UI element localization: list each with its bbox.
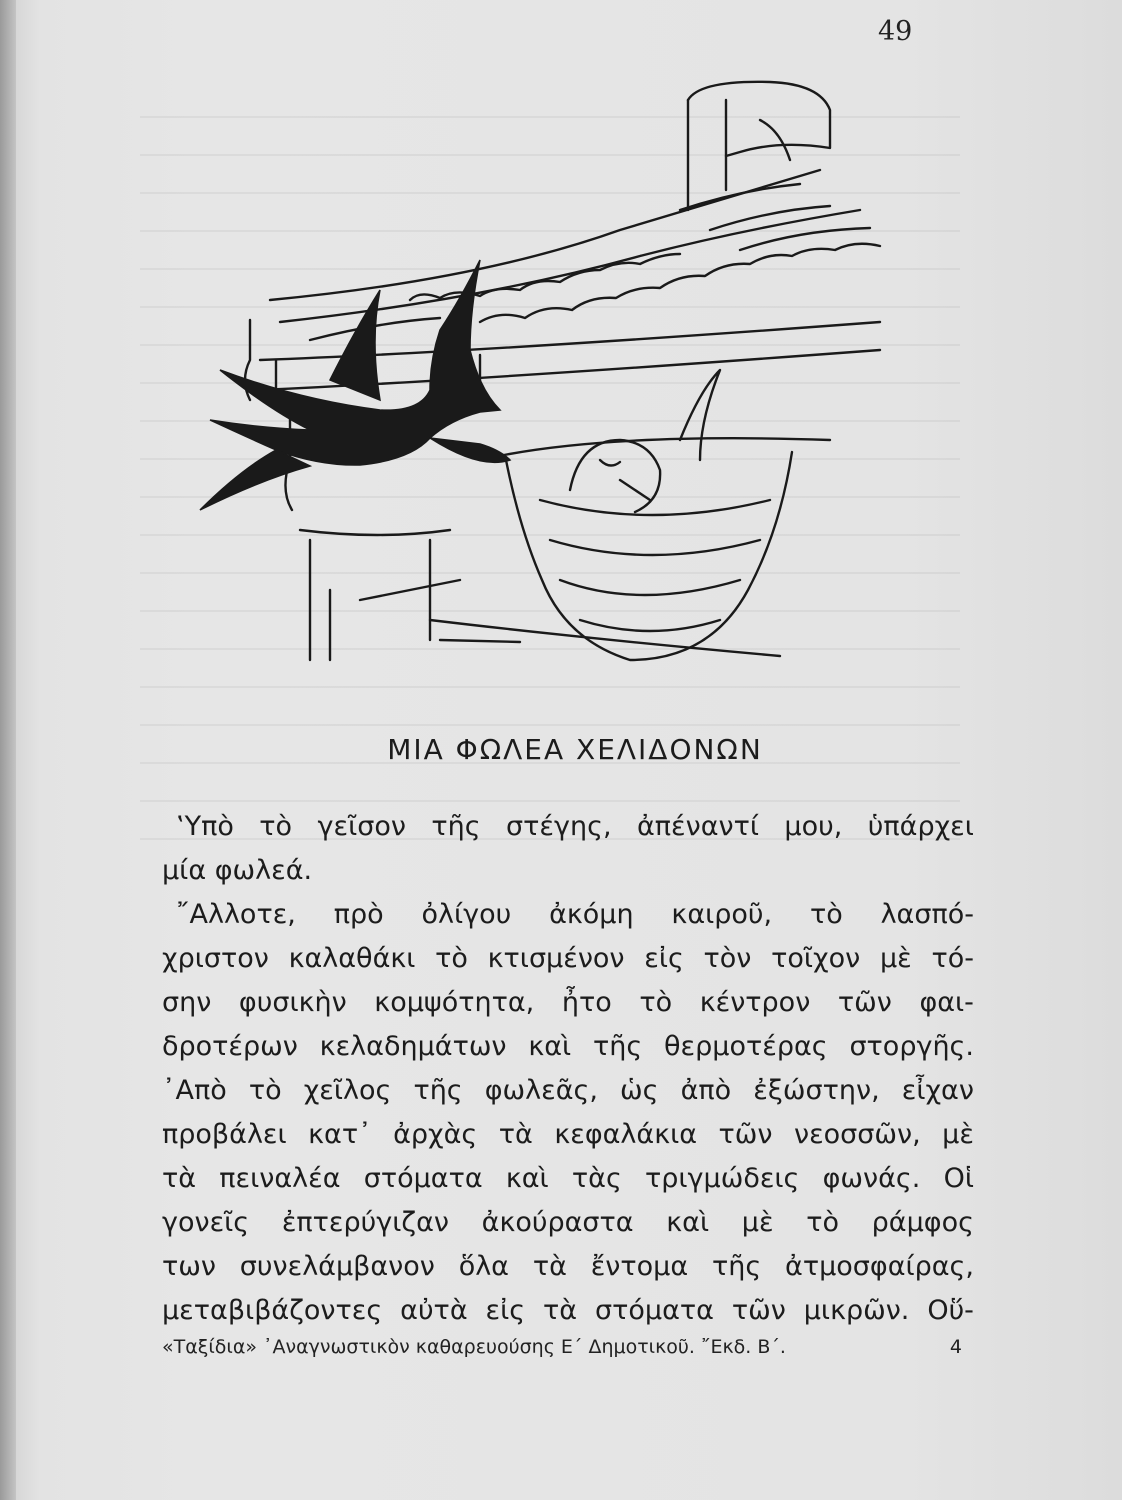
word: εἰς [644,943,684,974]
word: κτισμένον [487,943,625,974]
word: τὸ [259,811,293,842]
word: κεφαλάκια [554,1119,698,1150]
word: τὰ [532,1251,567,1282]
word: καιροῦ, [671,899,773,930]
word: ἦτο [561,987,612,1018]
word: ὀλίγου [421,899,512,930]
word: πρὸ [333,899,384,930]
word: ‛Υπὸ [176,811,234,842]
word: μεταβιβάζοντες [162,1295,383,1326]
word: ἀπέναντί [636,811,759,842]
word: κατ᾿ [308,1119,372,1150]
word: μὲ [942,1119,974,1150]
word: πειναλέα [219,1163,341,1194]
word: ᾿Απὸ [162,1075,227,1106]
word: ἀπὸ [680,1075,732,1106]
word: τὸν [703,943,752,974]
word: στόματα [595,1295,714,1326]
word: χριστον [162,943,269,974]
word: τὰς [571,1163,622,1194]
word: ὅλα [458,1251,509,1282]
word: τὸ [639,987,673,1018]
word: τὸ [435,943,468,974]
word: καλαθάκι [288,943,416,974]
word: τὰ [162,1163,197,1194]
word: προβάλει [162,1119,287,1150]
word: τῆς [431,811,481,842]
word: τὸ [248,1075,282,1106]
word: ὑπάρχει [867,811,974,842]
text-line [162,1069,974,1113]
word: στοργῆς. [849,1031,974,1062]
word: καὶ [528,1031,572,1062]
word: ἐπτερύγιζαν [281,1207,449,1238]
word: τὰ [543,1295,578,1326]
word: αὐτὰ [400,1295,468,1326]
word: τό- [931,943,974,974]
word: τὰ [498,1119,533,1150]
word: τῆς [711,1251,762,1282]
word: στέγης, [506,811,612,842]
text-line [162,805,974,849]
word: ἐξώστην, [753,1075,880,1106]
word: τοῖχον [771,943,861,974]
word: ἀρχὰς [393,1119,478,1150]
word: τῆς [413,1075,463,1106]
word: θερμοτέρας [664,1031,828,1062]
word: τῶν [837,987,892,1018]
page-number: 49 [878,16,913,47]
swallow-nest-illustration [180,60,900,700]
word: γονεῖς [162,1207,250,1238]
word: μὲ [741,1207,774,1238]
word: νεοσσῶν, [793,1119,921,1150]
word: των [162,1251,216,1282]
word: Οἱ [943,1163,974,1194]
word: καὶ [666,1207,710,1238]
word: ἀκόμη [549,899,634,930]
word: δροτέρων [162,1031,298,1062]
word: τὸ [806,1207,839,1238]
word: λασπό- [880,899,974,930]
text-line [162,1201,974,1245]
text-line [162,1025,974,1069]
word: τῶν [731,1295,786,1326]
word: τῶν [718,1119,773,1150]
word: τῆς [593,1031,643,1062]
footer [162,1336,962,1358]
word: στόματα [363,1163,483,1194]
word: ἀκούραστα [481,1207,634,1238]
word: εἰς [485,1295,526,1326]
word: γεῖσον [317,811,406,842]
word: χεῖλος [303,1075,392,1106]
text-line [162,981,974,1025]
word: ὡς [620,1075,659,1106]
word: κέντρον [699,987,811,1018]
word: μικρῶν. [803,1295,910,1326]
word: τὸ [809,899,843,930]
text-line [162,1157,974,1201]
word: Οὕ- [927,1295,974,1326]
word: φωνάς. [822,1163,921,1194]
word: ἀτμοσφαίρας, [785,1251,974,1282]
text-line [162,1289,974,1333]
word: καὶ [505,1163,549,1194]
text-line [162,1245,974,1289]
word: ἔντομα [590,1251,689,1282]
word: φυσικὴν [238,987,347,1018]
text-line: μία φωλεά. [162,855,313,886]
chapter-title: ΜΙΑ ΦΩΛΕΑ ΧΕΛΙΔΟΝΩΝ [387,733,763,766]
text-line [162,937,974,981]
word: συνελάμβανον [239,1251,435,1282]
word: τριγμώδεις [645,1163,800,1194]
body-text [162,805,974,1333]
word: μὲ [879,943,912,974]
footer-signature-number: 4 [949,1336,962,1358]
word: ῎Αλλοτε, [176,899,296,930]
footer-book-info: «Ταξίδια» ᾿Αναγνωστικὸν καθαρευούσης Ε΄ Δημοτικοῦ. ῎Εκδ. Β΄. [162,1336,786,1358]
word: κομψότητα, [374,987,535,1018]
word: σην [162,987,212,1018]
word: εἶχαν [901,1075,974,1106]
text-line [162,893,974,937]
word: μου, [784,811,843,842]
word: φαι- [919,987,974,1018]
word: φωλεᾶς, [484,1075,598,1106]
word: ράμφος [871,1207,974,1238]
text-line [162,1113,974,1157]
word: κελαδημάτων [319,1031,507,1062]
